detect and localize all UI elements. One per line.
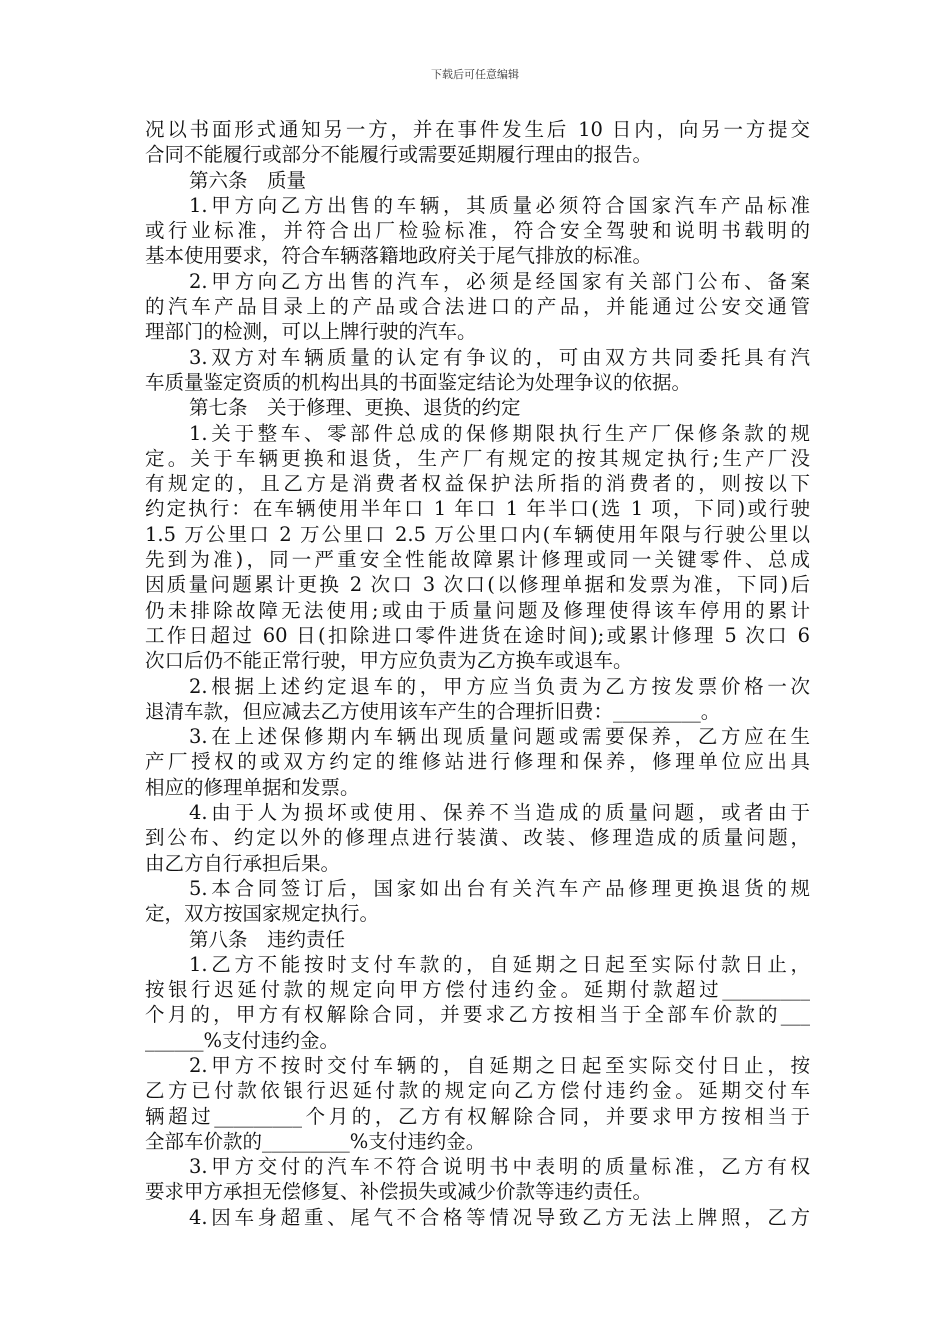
text-line: 1.乙方不能按时支付车款的，自延期之日起至实际付款日止， [189, 952, 810, 976]
text-line: 4.因车身超重、尾气不合格等情况导致乙方无法上牌照，乙方 [189, 1205, 810, 1229]
text-line: 基本使用要求，符合车辆落籍地政府关于尾气排放的标准。 [145, 244, 653, 268]
contract-body [145, 117, 810, 1230]
text-line: ______%支付违约金。 [145, 1028, 340, 1052]
text-line: 相应的修理单据和发票。 [145, 775, 360, 799]
text-line: 按银行迟延付款的规定向甲方偿付违约金。延期付款超过_________ [145, 978, 810, 1002]
text-line: 理部门的检测，可以上牌行驶的汽车。 [145, 320, 477, 344]
text-line: 2.根据上述约定退车的，甲方应当负责为乙方按发票价格一次 [189, 674, 810, 698]
text-line: 个月的，甲方有权解除合同，并要求乙方按相当于全部车价款的___ [145, 1003, 810, 1027]
text-line: 有规定的，且乙方是消费者权益保护法所指的消费者的，则按以下 [145, 472, 810, 496]
text-line: 第六条 质量 [189, 168, 307, 192]
text-line: 仍未排除故障无法使用;或由于质量问题及修理使得该车停用的累计 [145, 598, 810, 622]
text-line: 全部车价款的_________%支付违约金。 [145, 1129, 486, 1153]
text-line: 定，双方按国家规定执行。 [145, 902, 380, 926]
text-line: 1.关于整车、零部件总成的保修期限执行生产厂保修条款的规 [189, 421, 810, 445]
text-line: 或行业标准，并符合出厂检验标准，符合安全驾驶和说明书载明的 [145, 219, 810, 243]
text-line: 1.5 万公里口 2 万公里口 2.5 万公里口内(车辆使用年限与行驶公里以 [145, 522, 810, 546]
text-line: 要求甲方承担无偿修复、补偿损失或减少价款等违约责任。 [145, 1180, 653, 1204]
text-line: 到公布、约定以外的修理点进行装潢、改装、修理造成的质量问题， [145, 826, 810, 850]
text-line: 约定执行：在车辆使用半年口 1 年口 1 年半口(选 1 项，下同)或行驶 [145, 497, 810, 521]
text-line: 的汽车产品目录上的产品或合法进口的产品，并能通过公安交通管 [145, 295, 810, 319]
text-line: 工作日超过 60 日(扣除进口零件进货在途时间);或累计修理 5 次口 6 [145, 623, 810, 647]
text-line: 辆超过_________个月的，乙方有权解除合同，并要求甲方按相当于 [145, 1104, 810, 1128]
text-line: 第七条 关于修理、更换、退货的约定 [189, 396, 521, 420]
text-line: 2.甲方不按时交付车辆的，自延期之日起至实际交付日止，按 [189, 1053, 810, 1077]
text-line: 3.甲方交付的汽车不符合说明书中表明的质量标准，乙方有权 [189, 1155, 810, 1179]
text-line: 1.甲方向乙方出售的车辆，其质量必须符合国家汽车产品标准 [189, 193, 810, 217]
text-line: 3.双方对车辆质量的认定有争议的，可由双方共同委托具有汽 [189, 345, 810, 369]
text-line: 产厂授权的或双方约定的维修站进行修理和保养，修理单位应出具 [145, 750, 810, 774]
text-line: 4.由于人为损坏或使用、保养不当造成的质量问题，或者由于 [189, 801, 810, 825]
text-line: 先到为准)，同一严重安全性能故障累计修理或同一关键零件、总成 [145, 548, 810, 572]
text-line: 乙方已付款依银行迟延付款的规定向乙方偿付违约金。延期交付车 [145, 1079, 810, 1103]
text-line: 合同不能履行或部分不能履行或需要延期履行理由的报告。 [145, 143, 653, 167]
text-line: 次口后仍不能正常行驶，甲方应负责为乙方换车或退车。 [145, 649, 633, 673]
text-line: 况以书面形式通知另一方，并在事件发生后 10 日内，向另一方提交 [145, 118, 810, 141]
text-line: 2.甲方向乙方出售的汽车，必须是经国家有关部门公布、备案 [189, 269, 810, 293]
text-line: 3.在上述保修期内车辆出现质量问题或需要保养，乙方应在生 [189, 725, 810, 749]
text-line: 第八条 违约责任 [189, 927, 346, 951]
page-header: 下载后可任意编辑 [431, 68, 519, 81]
text-line: 退清车款，但应减去乙方使用该车产生的合理折旧费：_________。 [145, 699, 721, 723]
text-line: 因质量问题累计更换 2 次口 3 次口(以修理单据和发票为准，下同)后 [145, 573, 810, 597]
text-line: 由乙方自行承担后果。 [145, 851, 341, 875]
text-line: 车质量鉴定资质的机构出具的书面鉴定结论为处理争议的依据。 [145, 370, 692, 394]
text-line: 定。关于车辆更换和退货，生产厂有规定的按其规定执行;生产厂没 [145, 446, 810, 470]
text-line: 5.本合同签订后，国家如出台有关汽车产品修理更换退货的规 [189, 876, 810, 900]
